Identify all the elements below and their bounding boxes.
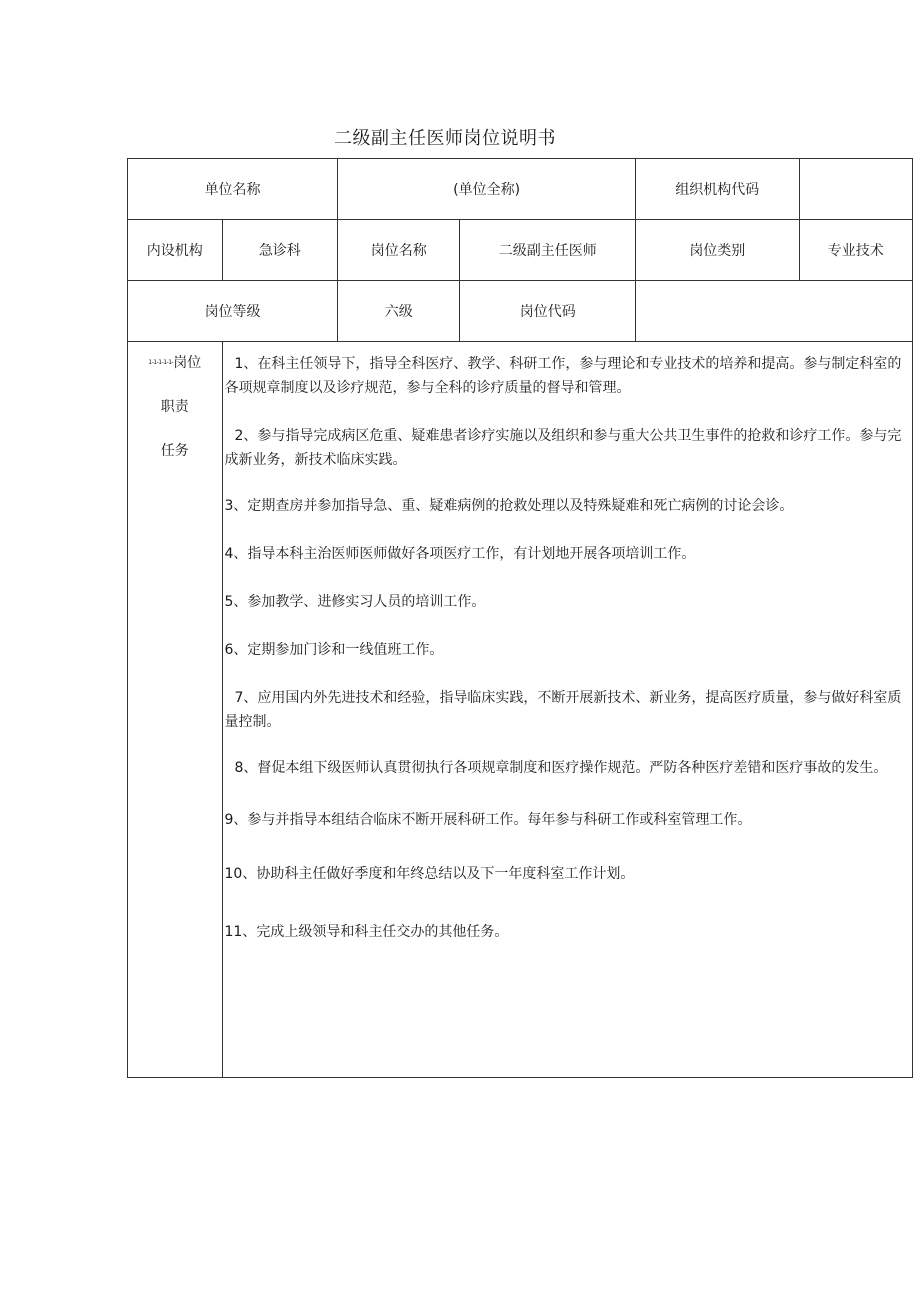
post-name-label: 岗位名称 [338, 220, 460, 281]
table-row [128, 342, 913, 1078]
post-category-label: 岗位类别 [636, 220, 799, 281]
duties-label-line1 [128, 350, 222, 376]
post-level-label: 岗位等级 [128, 281, 338, 342]
duty-item: 5、参加教学、进修实习人员的培训工作。 [224, 594, 486, 610]
duty-item: 3、定期查房并参加指导急、重、疑难病例的抢救处理以及特殊疑难和死亡病例的讨论会诊。 [224, 498, 794, 514]
duties-content-cell [222, 342, 913, 1078]
job-description-table [127, 158, 913, 1078]
duty-item: 4、指导本科主治医师医师做好各项医疗工作，有计划地开展各项培训工作。 [224, 546, 696, 562]
post-category-value: 专业技术 [799, 220, 912, 281]
post-level-value: 六级 [338, 281, 460, 342]
org-code-label: 组织机构代码 [636, 159, 799, 220]
document-title: 二级副主任医师岗位说明书 [334, 128, 556, 149]
post-name-value: 二级副主任医师 [460, 220, 636, 281]
internal-org-value: 急诊科 [222, 220, 338, 281]
duties-label-prefix: 1-1-1-1-1- [148, 359, 174, 366]
duty-item: 1、在科主任领导下，指导全科医疗、教学、科研工作，参与理论和专业技术的培养和提高。参与制定科室的各项规章制度以及诊疗规范，参与全科的诊疗质量的督导和管理。 [224, 356, 902, 396]
duties-label-cell [128, 342, 223, 1078]
duty-item: 7、应用国内外先进技术和经验，指导临床实践，不断开展新技术、新业务，提高医疗质量，参与做好科室质量控制。 [224, 690, 902, 730]
duty-item: 10、协助科主任做好季度和年终总结以及下一年度科室工作计划。 [224, 866, 635, 882]
duty-item: 6、定期参加门诊和一线值班工作。 [224, 642, 444, 658]
table-row [128, 159, 913, 220]
duty-item: 8、督促本组下级医师认真贯彻执行各项规章制度和医疗操作规范。严防各种医疗差错和医疗事故的发生。 [234, 760, 888, 776]
duties-label-text-1: 岗位 [173, 355, 202, 371]
table-row [128, 281, 913, 342]
duties-label-line3: 任务 [160, 443, 189, 459]
unit-name-value: (单位全称) [338, 159, 636, 220]
internal-org-label: 内设机构 [128, 220, 223, 281]
duty-item: 9、参与并指导本组结合临床不断开展科研工作。每年参与科研工作或科室管理工作。 [224, 812, 752, 828]
unit-name-label: 单位名称 [128, 159, 338, 220]
table-row [128, 220, 913, 281]
org-code-value [799, 159, 912, 220]
post-code-value [636, 281, 913, 342]
post-code-label: 岗位代码 [460, 281, 636, 342]
duties-label-line2: 职责 [160, 399, 189, 415]
duty-item: 11、完成上级领导和科主任交办的其他任务。 [224, 924, 509, 940]
duty-item: 2、参与指导完成病区危重、疑难患者诊疗实施以及组织和参与重大公共卫生事件的抢救和诊疗工作。参与完成新业务，新技术临床实践。 [224, 428, 902, 468]
